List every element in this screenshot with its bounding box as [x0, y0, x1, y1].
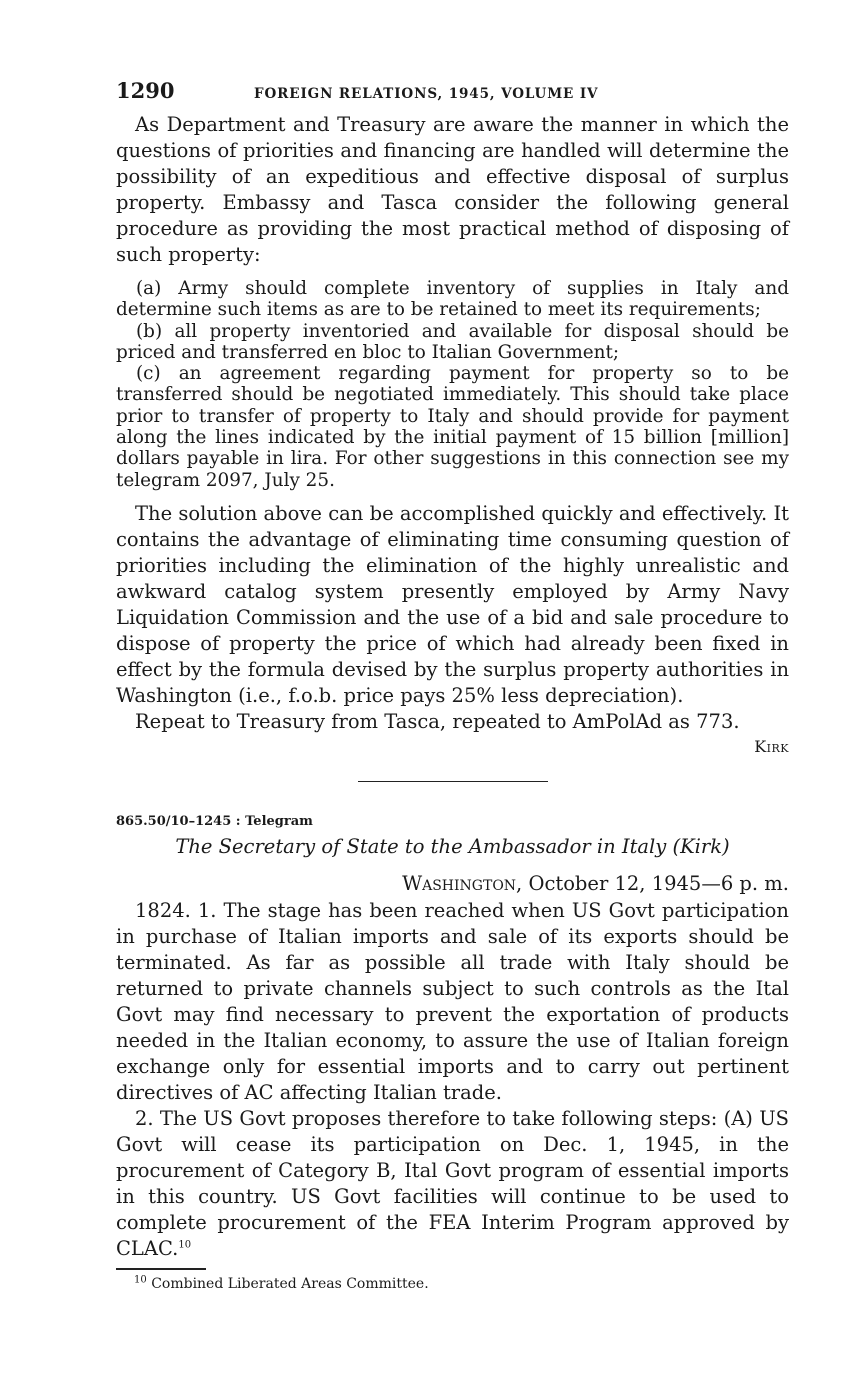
document-reference: 865.50/10–1245 : Telegram — [116, 813, 313, 829]
footnote-reference: 10 — [178, 1239, 192, 1251]
dateline-date: October 12, 1945—6 p. m. — [528, 871, 789, 895]
footnote — [116, 1276, 789, 1292]
dateline — [116, 872, 789, 895]
section-divider — [358, 781, 548, 782]
telegram-paragraph-2-text: 2. The US Govt proposes therefore to take following steps: (A) US Govt will cease its participation on Dec. 1, 1945, in the procurement of Category B, Ital Govt program of essential imports in this country. US Govt facilities will continue to be used to complete procurement of the FEA Interim Program approved by CLAC. — [116, 1106, 789, 1260]
telegram-paragraph-1: 1824. 1. The stage has been reached when US Govt participation in purchase of Italian imports and sale of its exports should be terminated. As far as possible all trade with Italy should be returned to private channels subject to such controls as the Ital Govt may find necessary to prevent the exportation of products needed in the Italian economy, to assure the use of Italian foreign exchange only for essential imports and to carry out pertinent directives of AC affecting Italian trade. — [116, 898, 789, 1104]
procedure-item-b: (b) all property inventoried and available for disposal should be priced and transferred en bloc to Italian Government; — [116, 320, 789, 363]
document-page — [116, 78, 789, 1292]
solution-paragraph: The solution above can be accomplished quickly and effectively. It contains the advantage of eliminating time consuming question of priorities including the elimination of the highly unrealistic and awkward catalog system presently employed by Army Navy Liquidation Commission and the use of a bid and sale procedure to dispose of property the price of which had already been fixed in effect by the formula devised by the surplus property authorities in Washington (i.e., f.o.b. price pays 25% less depreciation). — [116, 501, 789, 707]
running-title: FOREIGN RELATIONS, 1945, VOLUME IV — [254, 86, 599, 102]
procedure-item-a: (a) Army should complete inventory of supplies in Italy and determine such items as are to be retained to meet its requirements; — [116, 278, 789, 321]
telegram-paragraph-2 — [116, 1106, 789, 1262]
document-title: The Secretary of State to the Ambassador in Italy (Kirk) — [175, 834, 730, 858]
procedure-list — [116, 278, 789, 491]
footnote-rule — [116, 1268, 206, 1270]
repeat-paragraph: Repeat to Treasury from Tasca, repeated to AmPolAd as 773. — [135, 709, 740, 733]
footnote-text: Combined Liberated Areas Committee. — [151, 1275, 429, 1292]
running-header — [116, 78, 789, 112]
signature: Kirk — [754, 736, 789, 756]
dateline-place: Washington, — [402, 871, 523, 895]
footnote-marker: 10 — [134, 1274, 147, 1286]
intro-paragraph: As Department and Treasury are aware the manner in which the questions of priorities and financing are handled will determine the possibility of an expeditious and effective disposal of surplus property. Embassy and Tasca consider the following general procedure as providing the most practical method of disposing of such property: — [116, 113, 789, 266]
procedure-item-c: (c) an agreement regarding payment for property so to be transferred should be negotiated immediately. This should take place prior to transfer of property to Italy and should provide for payment along the lines indicated by the initial payment of 15 billion [million] dollars payable in lira. For other suggestions in this connection see my telegram 2097, July 25. — [116, 363, 789, 491]
page-number: 1290 — [116, 78, 175, 103]
